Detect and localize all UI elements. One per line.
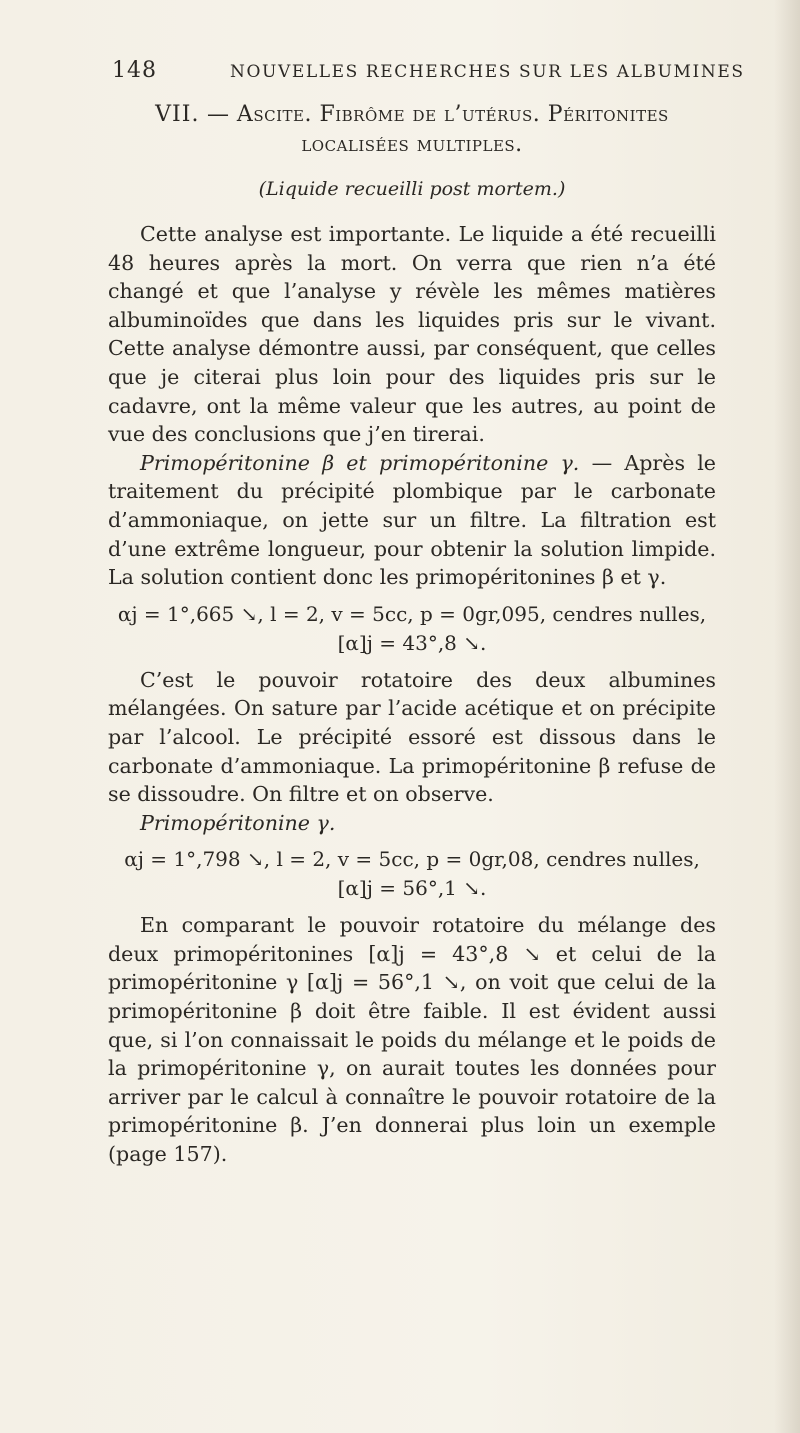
formula-mixture-line1: αj = 1°,665 ↘, l = 2, v = 5cc, p = 0gr,095, cendres nulles, <box>117 601 707 626</box>
page-number: 148 <box>112 58 157 83</box>
paragraph-treatment-lead: Primopéritonine β et primopéritonine γ. <box>140 450 580 475</box>
paragraph-treatment <box>108 449 716 592</box>
section-subtitle: (Liquide recueilli post mortem.) <box>258 178 566 200</box>
page-edge-shadow <box>774 0 800 1433</box>
running-title: NOUVELLES RECHERCHES SUR LES ALBUMINES <box>230 62 745 82</box>
spacer <box>108 592 716 600</box>
paragraph-intro: Cette analyse est importante. Le liquide a été recueilli 48 heures après la mort. On verra que rien n’a été changé et que l’analyse y révèle les mêmes matières albuminoïdes que dans les liquides pris sur le vivant. Cette analyse démontre aussi, par conséquent, que celles que je citerai plus loin pour des liquides pris sur le cadavre, ont la même valeur que les autres, au point de vue des conclusions que j’en tirerai. <box>108 222 716 447</box>
page-body <box>108 100 716 1169</box>
formula-gamma-line2: [α]j = 56°,1 ↘. <box>337 876 487 901</box>
paragraph-comparison: En comparant le pouvoir rotatoire du mélange des deux primopéritonines [α]j = 43°,8 ↘ et celui de la primopéritonine γ [α]j = 56°,1 ↘, on voit que celui de la primopéritonine β doit être faible. Il est évident aussi que, si l’on connaissait le poids du mélange et le poids de la primopéritonine γ, on aurait toutes les données pour arriver par le calcul à connaître le pouvoir rotatoire de la primopéritonine β. J’en donnerai plus loin un exemple (page 157). <box>108 913 716 1167</box>
formula-gamma-line1: αj = 1°,798 ↘, l = 2, v = 5cc, p = 0gr,08, cendres nulles, <box>124 847 700 872</box>
section-title-text: — Ascite. Fibrôme de l’utérus. Péritonites localisées multiples. <box>206 102 669 157</box>
section-numeral: VII. <box>155 102 200 127</box>
spacer <box>108 658 716 666</box>
paragraph-treatment-body: — Après le traitement du précipité plombique par le carbonate d’ammoniaque, on jette sur un filtre. La filtration est d’une extrême longueur, pour obtenir la solution limpide. La solution contient donc les primopéritonines β et γ. <box>108 450 716 590</box>
spacer <box>108 837 716 845</box>
page-header <box>112 58 745 88</box>
subheading-primoperitonine-gamma: Primopéritonine γ. <box>140 810 336 835</box>
section-title <box>108 100 716 160</box>
paragraph-rotatory-power: C’est le pouvoir rotatoire des deux albumines mélangées. On sature par l’acide acétique et on précipite par l’alcool. Le précipité essoré est dissous dans le carbonate d’ammoniaque. La primopéritonine β refuse de se dissoudre. On filtre et on observe. <box>108 667 716 807</box>
spacer <box>108 903 716 911</box>
formula-mixture-line2: [α]j = 43°,8 ↘. <box>337 630 487 655</box>
